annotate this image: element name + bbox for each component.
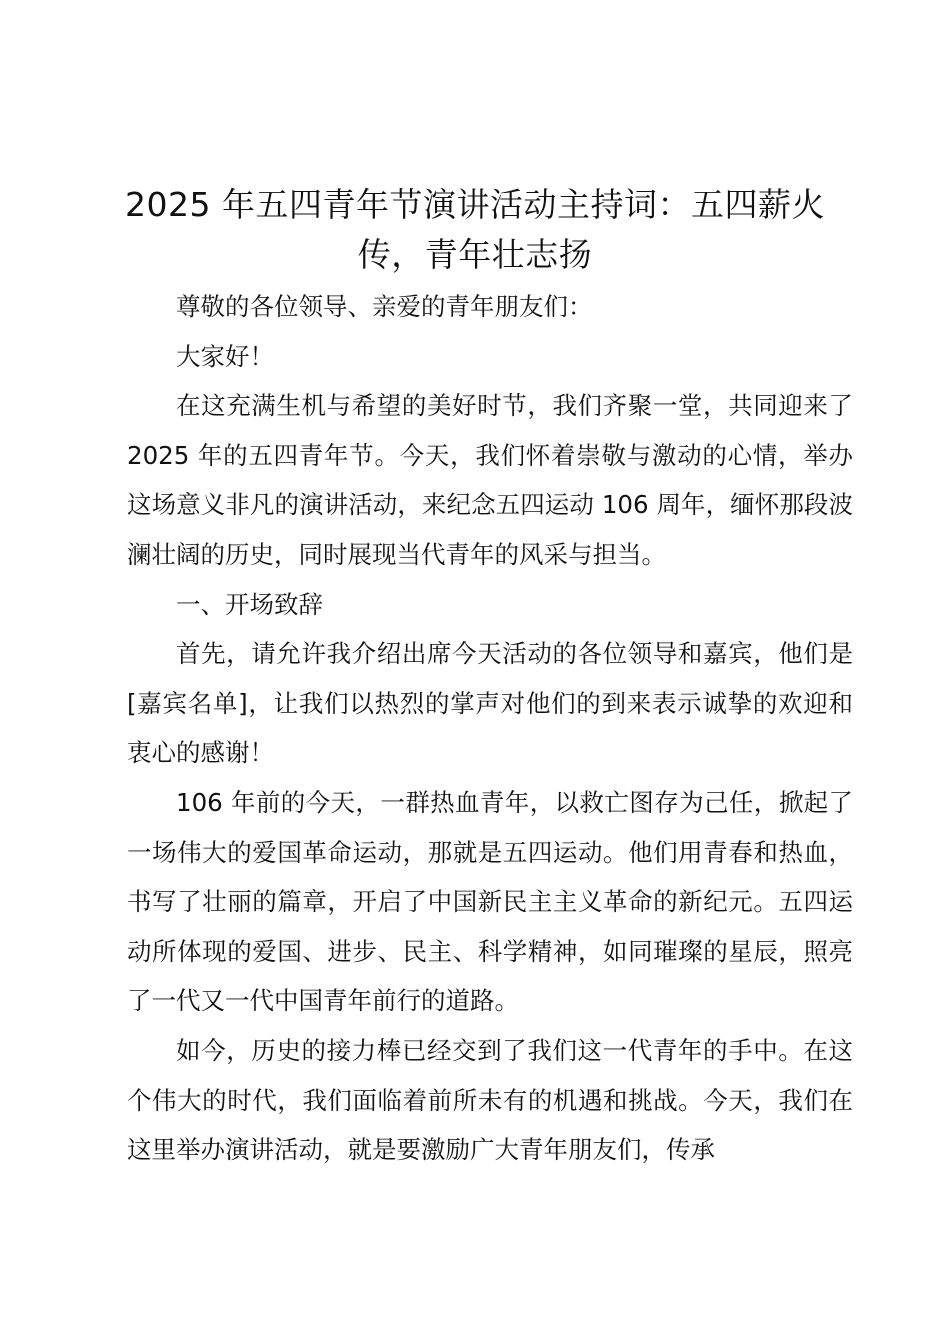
salutation-paragraph: 尊敬的各位领导、亲爱的青年朋友们： [176, 292, 593, 321]
section-heading-opening: 一、开场致辞 [176, 589, 323, 619]
greeting-paragraph: 大家好！ [176, 341, 274, 371]
history-paragraph: 106 年前的今天，一群热血青年，以救亡图存为己任，掀起了一场伟大的爱国革命运动，那就是五四运动。他们用青春和热血，书写了壮丽的篇章，开启了中国新民主主义革命的新纪元。五四运动所体现的爱国、进步、民主、科学精神，如同璀璨的星辰，照亮了一代又一代中国青年前行的道路。 [127, 787, 853, 1016]
intro-paragraph: 在这充满生机与希望的美好时节，我们齐聚一堂，共同迎来了 2025 年的五四青年节。今天，我们怀着崇敬与激动的心情，举办这场意义非凡的演讲活动，来纪念五四运动 106 周年，缅怀那段波澜壮阔的历史，同时展现当代青年的风采与担当。 [127, 391, 853, 569]
document-body [127, 282, 853, 1175]
document-title: 2025 年五四青年节演讲活动主持词：五四薪火传，青年壮志扬 [125, 185, 825, 274]
guests-paragraph: 首先，请允许我介绍出席今天活动的各位领导和嘉宾，他们是[嘉宾名单]，让我们以热烈的掌声对他们的到来表示诚挚的欢迎和衷心的感谢！ [127, 639, 853, 768]
present-paragraph: 如今，历史的接力棒已经交到了我们这一代青年的手中。在这个伟大的时代，我们面临着前所未有的机遇和挑战。今天，我们在这里举办演讲活动，就是要激励广大青年朋友们，传承 [127, 1035, 853, 1165]
